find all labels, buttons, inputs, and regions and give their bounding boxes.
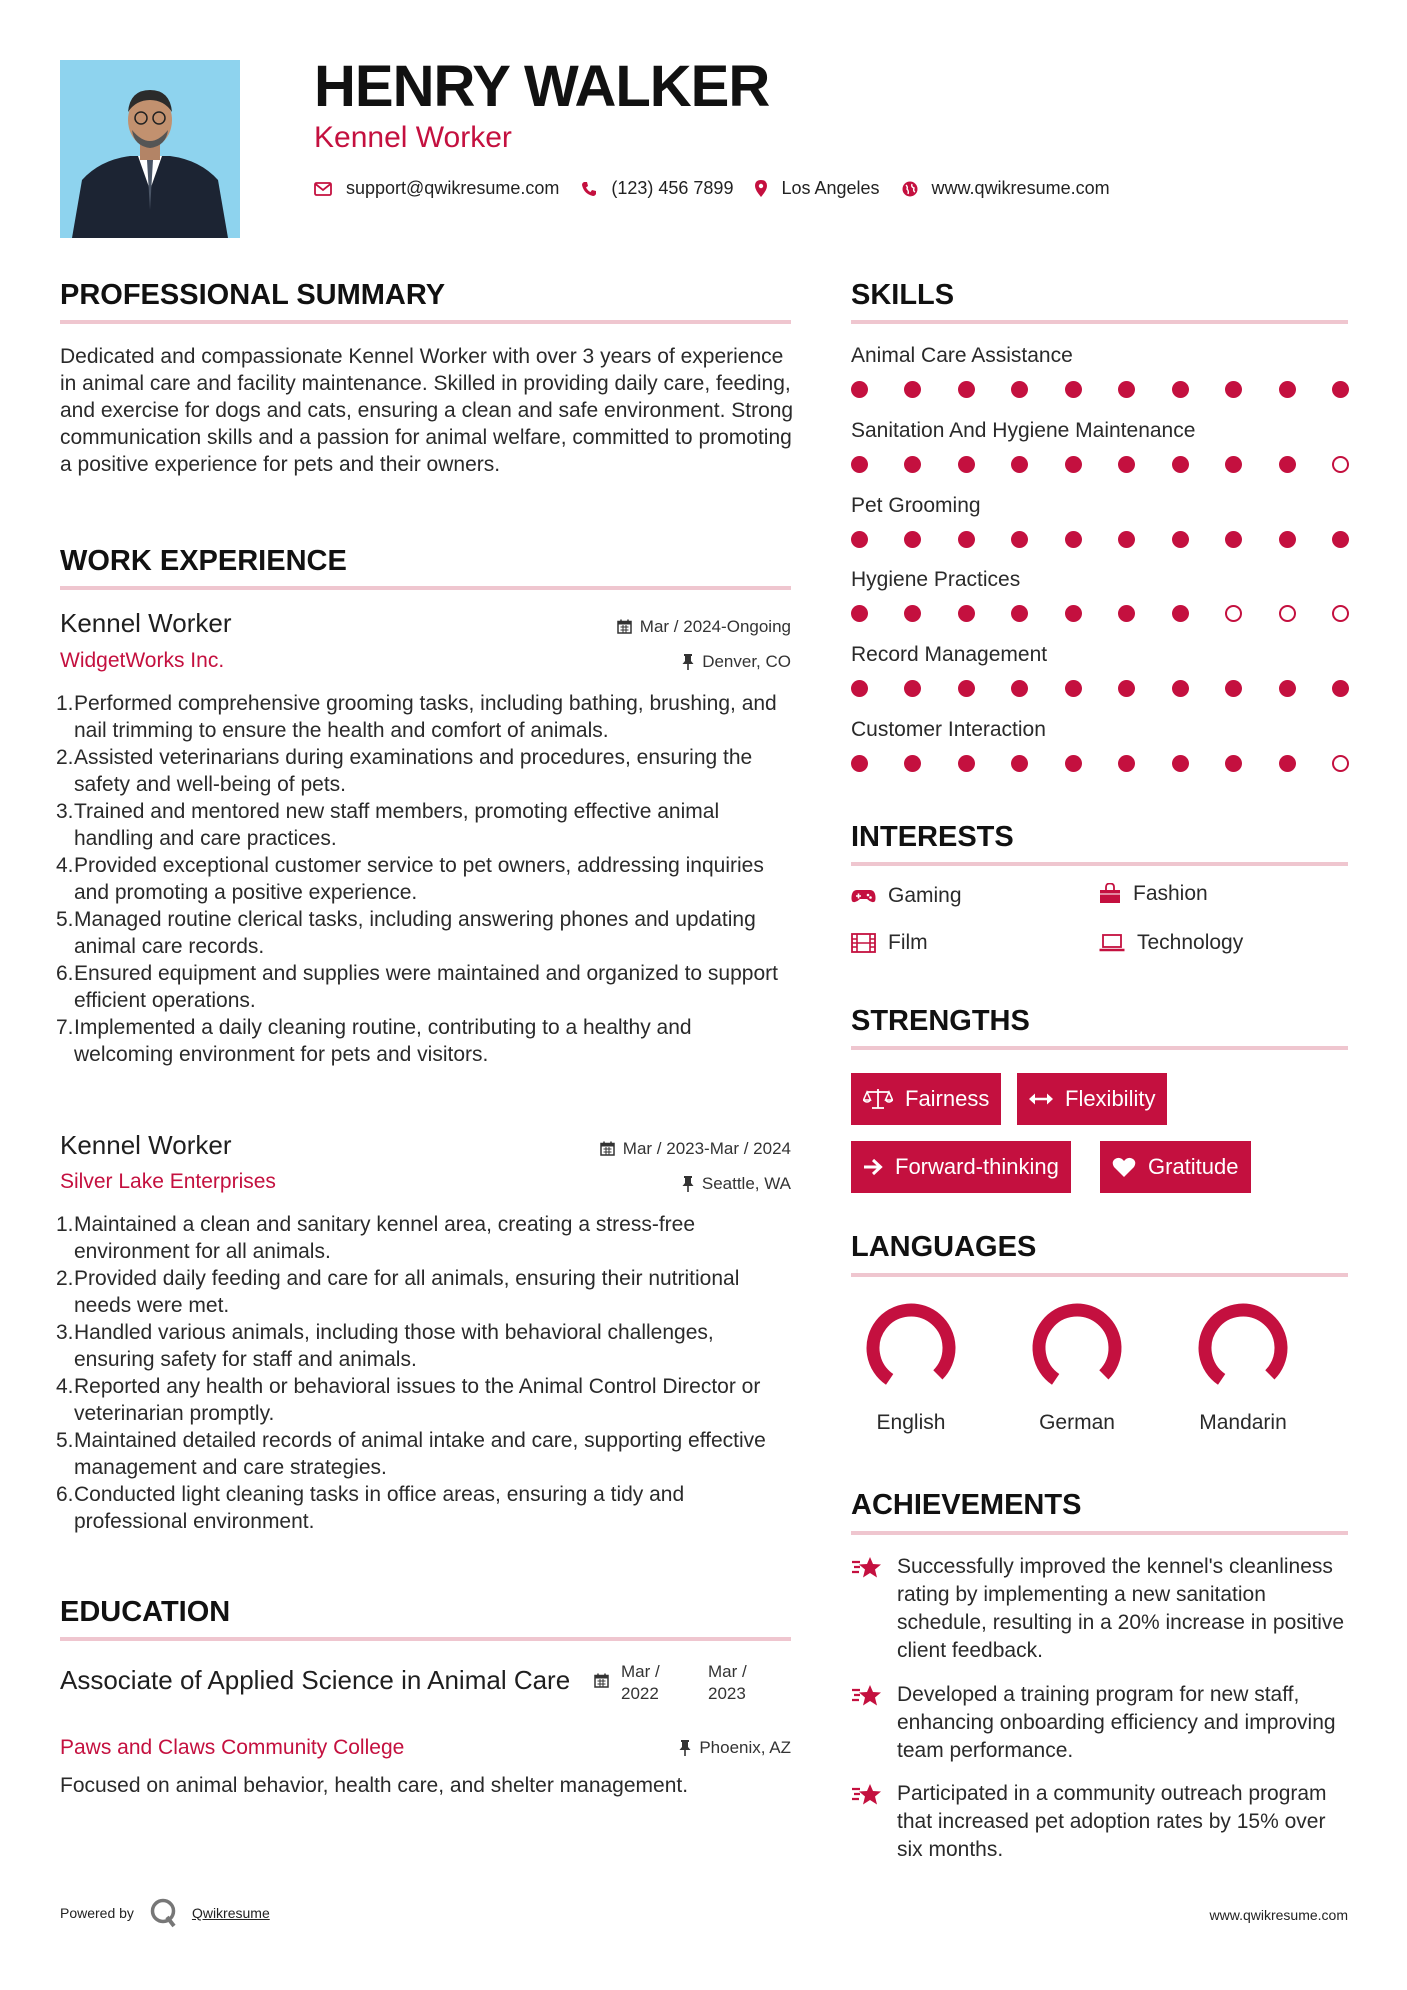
job-1-company: WidgetWorks Inc. — [60, 649, 225, 672]
rating-dot-filled — [1225, 381, 1242, 398]
achievement-1: Successfully improved the kennel's cleanliness rating by implementing a new sanitation schedule, resulting in a 20% increase in positive client feedback. — [851, 1553, 1352, 1665]
job-1-duties — [56, 690, 796, 1068]
rating-dot-filled — [1172, 531, 1189, 548]
arrow-right-icon — [863, 1158, 883, 1176]
rating-dot-filled — [904, 381, 921, 398]
languages-list — [841, 1298, 1341, 1448]
job-2-location-text: Seattle, WA — [701, 1174, 791, 1193]
summary-heading: PROFESSIONAL SUMMARY — [60, 279, 446, 311]
job-2-title: Kennel Worker — [60, 1130, 232, 1160]
list-item: 2. Provided daily feeding and care for all animals, ensuring their nutritional needs were met. — [56, 1267, 740, 1317]
language-item — [1173, 1298, 1313, 1435]
rating-dot-filled — [1279, 456, 1296, 473]
map-pin-icon — [755, 180, 767, 197]
phone-icon — [581, 181, 597, 197]
calendar-icon — [617, 619, 632, 634]
rating-dot-filled — [851, 456, 868, 473]
rating-dot-filled — [958, 755, 975, 772]
trophy-star-icon — [851, 1555, 883, 1581]
rating-dot-filled — [1118, 755, 1135, 772]
rating-dot-filled — [958, 456, 975, 473]
language-name: English — [876, 1411, 946, 1434]
rating-dot-filled — [958, 381, 975, 398]
education-location — [679, 1739, 791, 1756]
list-item: 7. Implemented a daily cleaning routine, contributing to a healthy and welcoming environment for pets and visitors. — [56, 1016, 692, 1066]
language-gauge-arc — [1039, 1310, 1115, 1379]
film-icon — [851, 933, 876, 953]
qwikresume-link[interactable]: Qwikresume — [191, 1905, 270, 1921]
trophy-star-icon — [851, 1683, 883, 1709]
list-item: 2. Assisted veterinarians during examinations and procedures, ensuring the safety and well-being of pets. — [56, 746, 753, 796]
rating-dot-empty — [1225, 605, 1242, 622]
powered-by-label: Powered by — [60, 1905, 134, 1921]
rating-dot-filled — [1065, 755, 1082, 772]
interest-technology: Technology — [1099, 932, 1243, 953]
rating-dot-filled — [1011, 531, 1028, 548]
rating-dot-filled — [904, 456, 921, 473]
calendar-icon — [594, 1673, 609, 1688]
language-item — [841, 1298, 981, 1435]
rating-dot-filled — [1065, 680, 1082, 697]
rating-dot-filled — [958, 605, 975, 622]
education-divider — [60, 1637, 791, 1641]
strengths-divider — [851, 1046, 1348, 1050]
strength-flexibility: Flexibility — [1017, 1073, 1167, 1125]
skill-name: Record Management — [851, 643, 1048, 667]
rating-dot-filled — [958, 531, 975, 548]
rating-dot-filled — [851, 755, 868, 772]
footer-website[interactable]: www.qwikresume.com — [1209, 1907, 1348, 1923]
skills-heading: SKILLS — [851, 279, 955, 311]
rating-dot-filled — [1172, 755, 1189, 772]
pushpin-icon — [679, 1740, 691, 1756]
rating-dot-filled — [1332, 381, 1349, 398]
email-text: support@qwikresume.com — [346, 178, 560, 198]
summary-divider — [60, 320, 791, 324]
skill-rating — [851, 456, 1349, 473]
list-item: 5. Managed routine clerical tasks, including answering phones and updating animal care records. — [56, 908, 756, 958]
contact-email[interactable] — [314, 178, 559, 199]
skill-row — [851, 719, 1349, 772]
rating-dot-filled — [1011, 680, 1028, 697]
list-item: 3. Handled various animals, including those with behavioral challenges, ensuring safety for staff and animals. — [56, 1321, 714, 1371]
interests-divider — [851, 862, 1348, 866]
list-item: 4. Reported any health or behavioral issues to the Animal Control Director or veterinarian promptly. — [56, 1375, 761, 1425]
rating-dot-filled — [1118, 680, 1135, 697]
interest-fashion: Fashion — [1099, 883, 1208, 904]
rating-dot-filled — [1279, 531, 1296, 548]
job-1-dates-text: Mar / 2024-Ongoing — [639, 617, 791, 636]
gamepad-icon — [851, 888, 876, 904]
candidate-name: HENRY WALKER — [314, 54, 770, 119]
rating-dot-filled — [851, 531, 868, 548]
rating-dot-filled — [1011, 381, 1028, 398]
qwikresume-logo-icon — [150, 1898, 178, 1928]
pushpin-icon — [682, 1176, 694, 1192]
rating-dot-filled — [1279, 381, 1296, 398]
rating-dot-filled — [1011, 456, 1028, 473]
interest-gaming: Gaming — [851, 885, 962, 906]
rating-dot-filled — [1279, 755, 1296, 772]
rating-dot-filled — [904, 605, 921, 622]
rating-dot-empty — [1332, 755, 1349, 772]
interest-film: Film — [851, 932, 928, 953]
list-item: 6. Conducted light cleaning tasks in office areas, ensuring a tidy and professional environment. — [56, 1483, 685, 1533]
education-location-text: Phoenix, AZ — [699, 1738, 791, 1757]
rating-dot-empty — [1332, 456, 1349, 473]
contact-website[interactable] — [902, 178, 1110, 199]
skill-rating — [851, 605, 1349, 622]
envelope-icon — [314, 182, 332, 196]
rating-dot-filled — [1332, 680, 1349, 697]
location-text: Los Angeles — [781, 178, 880, 198]
list-item: 1. Maintained a clean and sanitary kennel area, creating a stress-free environment for all animals. — [56, 1213, 696, 1263]
list-item: 4. Provided exceptional customer service to pet owners, addressing inquiries and promoting a positive experience. — [56, 854, 764, 904]
profile-photo — [60, 60, 240, 238]
rating-dot-filled — [904, 755, 921, 772]
language-gauge-arc — [873, 1310, 949, 1379]
strength-fairness: Fairness — [851, 1073, 1001, 1125]
interests-heading: INTERESTS — [851, 821, 1014, 853]
contact-bar — [314, 178, 1132, 199]
education-degree: Associate of Applied Science in Animal Care — [60, 1665, 571, 1695]
rating-dot-filled — [1065, 605, 1082, 622]
rating-dot-filled — [1225, 531, 1242, 548]
strength-gratitude: Gratitude — [1100, 1141, 1251, 1193]
arrows-horizontal-icon — [1029, 1092, 1053, 1106]
rating-dot-filled — [904, 531, 921, 548]
skill-row — [851, 644, 1349, 697]
rating-dot-filled — [851, 680, 868, 697]
rating-dot-filled — [1172, 456, 1189, 473]
skill-rating — [851, 381, 1349, 398]
footer-powered-by — [60, 1898, 270, 1928]
skill-name: Pet Grooming — [851, 493, 981, 517]
achievement-2: Developed a training program for new staff, enhancing onboarding efficiency and improving team performance. — [851, 1681, 1352, 1765]
job-2-dates — [600, 1140, 791, 1157]
skill-name: Customer Interaction — [851, 718, 1046, 741]
language-name: Mandarin — [1199, 1411, 1287, 1434]
rating-dot-filled — [1118, 531, 1135, 548]
languages-heading: LANGUAGES — [851, 1231, 1037, 1263]
job-2-company: Silver Lake Enterprises — [60, 1170, 276, 1193]
rating-dot-filled — [1065, 531, 1082, 548]
language-gauge — [861, 1298, 961, 1398]
rating-dot-filled — [1011, 755, 1028, 772]
education-school: Paws and Claws Community College — [60, 1736, 405, 1759]
job-1-location — [682, 653, 791, 670]
language-gauge — [1193, 1298, 1293, 1398]
rating-dot-filled — [904, 680, 921, 697]
experience-divider — [60, 586, 791, 590]
summary-text: Dedicated and compassionate Kennel Worker with over 3 years of experience in animal care and facility maintenance. Skilled in providing daily care, feeding, and exercise for dogs and cats, ensuring a clean and safe environment. Strong communication skills and a passion for animal welfare, committed to promoting a positive experience for pets and their owners. — [60, 345, 794, 476]
skill-name: Animal Care Assistance — [851, 344, 1073, 367]
rating-dot-filled — [1225, 680, 1242, 697]
contact-phone[interactable] — [581, 178, 733, 199]
rating-dot-filled — [1172, 680, 1189, 697]
languages-divider — [851, 1273, 1348, 1277]
rating-dot-filled — [851, 381, 868, 398]
website-text: www.qwikresume.com — [931, 178, 1110, 198]
skill-rating — [851, 680, 1349, 697]
education-heading: EDUCATION — [60, 1596, 231, 1628]
list-item: 3. Trained and mentored new staff members, promoting effective animal handling and care practices. — [56, 800, 720, 850]
achievements-heading: ACHIEVEMENTS — [851, 1489, 1082, 1521]
globe-icon — [902, 181, 918, 197]
candidate-role: Kennel Worker — [314, 121, 512, 154]
avatar — [60, 60, 240, 238]
rating-dot-filled — [1172, 381, 1189, 398]
rating-dot-empty — [1279, 605, 1296, 622]
skill-row — [851, 420, 1349, 473]
job-1-title: Kennel Worker — [60, 608, 232, 638]
job-2-dates-text: Mar / 2023-Mar / 2024 — [622, 1139, 791, 1158]
skill-rating — [851, 755, 1349, 772]
rating-dot-empty — [1332, 605, 1349, 622]
calendar-icon — [600, 1141, 615, 1156]
skill-rating — [851, 531, 1349, 548]
contact-location — [755, 178, 879, 199]
rating-dot-filled — [1118, 605, 1135, 622]
strengths-heading: STRENGTHS — [851, 1005, 1030, 1037]
language-item — [1007, 1298, 1147, 1435]
education-start: Mar / 2022 — [621, 1662, 660, 1703]
job-1-location-text: Denver, CO — [702, 652, 791, 671]
list-item: 1. Performed comprehensive grooming tasks, including bathing, brushing, and nail trimming to ensure the health and comfort of animals. — [56, 692, 777, 742]
rating-dot-filled — [1065, 381, 1082, 398]
shopping-bag-icon — [1099, 883, 1121, 904]
rating-dot-filled — [1065, 456, 1082, 473]
skill-row — [851, 345, 1349, 398]
job-1-dates — [617, 618, 791, 635]
rating-dot-filled — [1332, 531, 1349, 548]
trophy-star-icon — [851, 1782, 883, 1808]
experience-heading: WORK EXPERIENCE — [60, 545, 347, 577]
skill-name: Sanitation And Hygiene Maintenance — [851, 418, 1196, 442]
skill-name: Hygiene Practices — [851, 568, 1021, 592]
achievements-divider — [851, 1531, 1348, 1535]
education-note: Focused on animal behavior, health care, and shelter management. — [60, 1774, 689, 1797]
rating-dot-filled — [1118, 381, 1135, 398]
rating-dot-filled — [1225, 456, 1242, 473]
rating-dot-filled — [1279, 680, 1296, 697]
job-2-location — [682, 1175, 791, 1192]
heart-icon — [1112, 1157, 1136, 1178]
achievement-3: Participated in a community outreach program that increased pet adoption rates by 15% over six months. — [851, 1780, 1352, 1864]
balance-scale-icon — [863, 1088, 893, 1110]
job-2-duties — [56, 1211, 796, 1535]
pushpin-icon — [682, 654, 694, 670]
list-item: 5. Maintained detailed records of animal intake and care, supporting effective management and care strategies. — [56, 1429, 766, 1479]
education-end: Mar / 2023 — [708, 1662, 747, 1703]
laptop-icon — [1099, 934, 1125, 952]
language-name: German — [1039, 1411, 1115, 1434]
skill-row — [851, 495, 1349, 548]
rating-dot-filled — [958, 680, 975, 697]
rating-dot-filled — [1118, 456, 1135, 473]
language-gauge-arc — [1205, 1310, 1281, 1379]
rating-dot-filled — [1011, 605, 1028, 622]
rating-dot-filled — [851, 605, 868, 622]
rating-dot-filled — [1172, 605, 1189, 622]
phone-text: (123) 456 7899 — [611, 178, 734, 198]
list-item: 6. Ensured equipment and supplies were maintained and organized to support efficient operations. — [56, 962, 778, 1012]
rating-dot-filled — [1225, 755, 1242, 772]
language-gauge — [1027, 1298, 1127, 1398]
strength-forward-thinking: Forward-thinking — [851, 1141, 1071, 1193]
skill-row — [851, 569, 1349, 622]
skills-divider — [851, 320, 1348, 324]
